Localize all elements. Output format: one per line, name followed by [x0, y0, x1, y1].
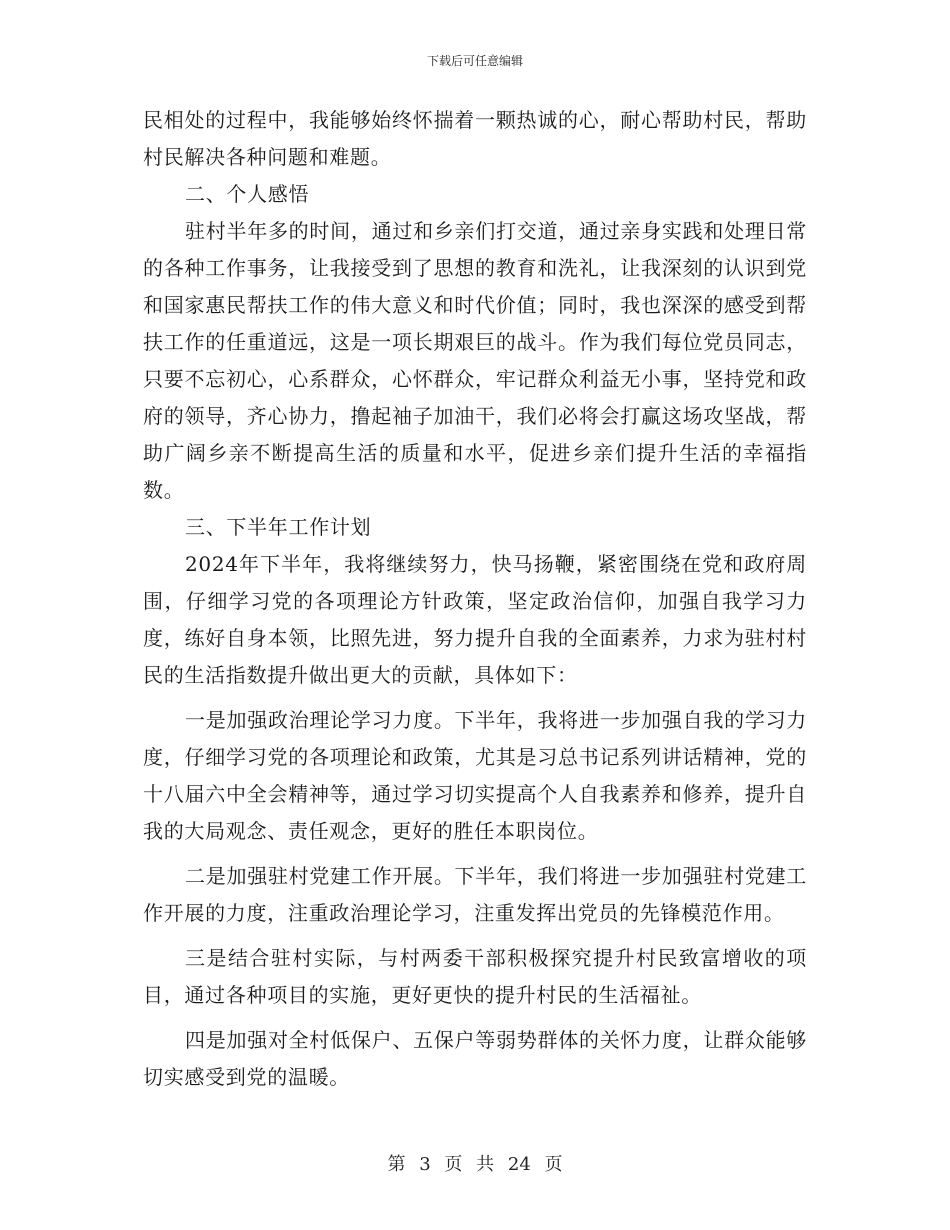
- section-heading-work-plan: 三、下半年工作计划: [185, 515, 372, 539]
- page-header: 下载后可任意编辑: [426, 54, 523, 68]
- paragraph-continued: 民相处的过程中，我能够始终怀揣着一颗热诚的心，耐心帮助村民，帮助村民解决各种问题和难题。: [143, 108, 807, 169]
- total-page-count: 24: [507, 1154, 531, 1175]
- current-page-number: 3: [419, 1154, 431, 1175]
- paragraph-insight: 驻村半年多的时间，通过和乡亲们打交道，通过亲身实践和处理日常的各种工作事务，让我接受到了思想的教育和洗礼，让我深刻的认识到党和国家惠民帮扶工作的伟大意义和时代价值；同时，我也深深的感受到帮扶工作的任重道远，这是一项长期艰巨的战斗。作为我们每位党员同志，只要不忘初心，心系群众，心怀群众，牢记群众利益无小事，坚持党和政府的领导，齐心协力，撸起袖子加油干，我们必将会打赢这场攻坚战，帮助广阔乡亲不断提高生活的质量和水平，促进乡亲们提升生活的幸福指数。: [143, 219, 807, 502]
- footer-total-word: 共: [476, 1154, 495, 1175]
- document-body: [143, 102, 807, 1096]
- paragraph-plan-item-3: 三是结合驻村实际，与村两委干部积极探究提升村民致富增收的项目，通过各种项目的实施，更好更快的提升村民的生活福祉。: [143, 946, 807, 1007]
- section-heading-personal-insight: 二、个人感悟: [185, 182, 310, 206]
- page-footer: [0, 1153, 950, 1177]
- footer-page-word: 页: [444, 1154, 463, 1175]
- footer-suffix: 页: [544, 1154, 563, 1175]
- paragraph-plan-item-2: 二是加强驻村党建工作开展。下半年，我们将进一步加强驻村党建工作开展的力度，注重政治理论学习，注重发挥出党员的先锋模范作用。: [143, 864, 807, 925]
- paragraph-plan-item-4: 四是加强对全村低保户、五保户等弱势群体的关怀力度，让群众能够切实感受到党的温暖。: [143, 1028, 807, 1089]
- paragraph-plan-item-1: 一是加强政治理论学习力度。下半年，我将进一步加强自我的学习力度，仔细学习党的各项理论和政策，尤其是习总书记系列讲话精神，党的十八届六中全会精神等，通过学习切实提高个人自我素养和修养，提升自我的大局观念、责任观念，更好的胜任本职岗位。: [143, 708, 807, 843]
- paragraph-plan-intro: 2024年下半年，我将继续努力，快马扬鞭，紧密围绕在党和政府周围，仔细学习党的各项理论方针政策，坚定政治信仰，加强自我学习力度，练好自身本领，比照先进，努力提升自我的全面素养，力求为驻村村民的生活指数提升做出更大的贡献，具体如下：: [143, 552, 807, 687]
- footer-prefix: 第: [387, 1154, 406, 1175]
